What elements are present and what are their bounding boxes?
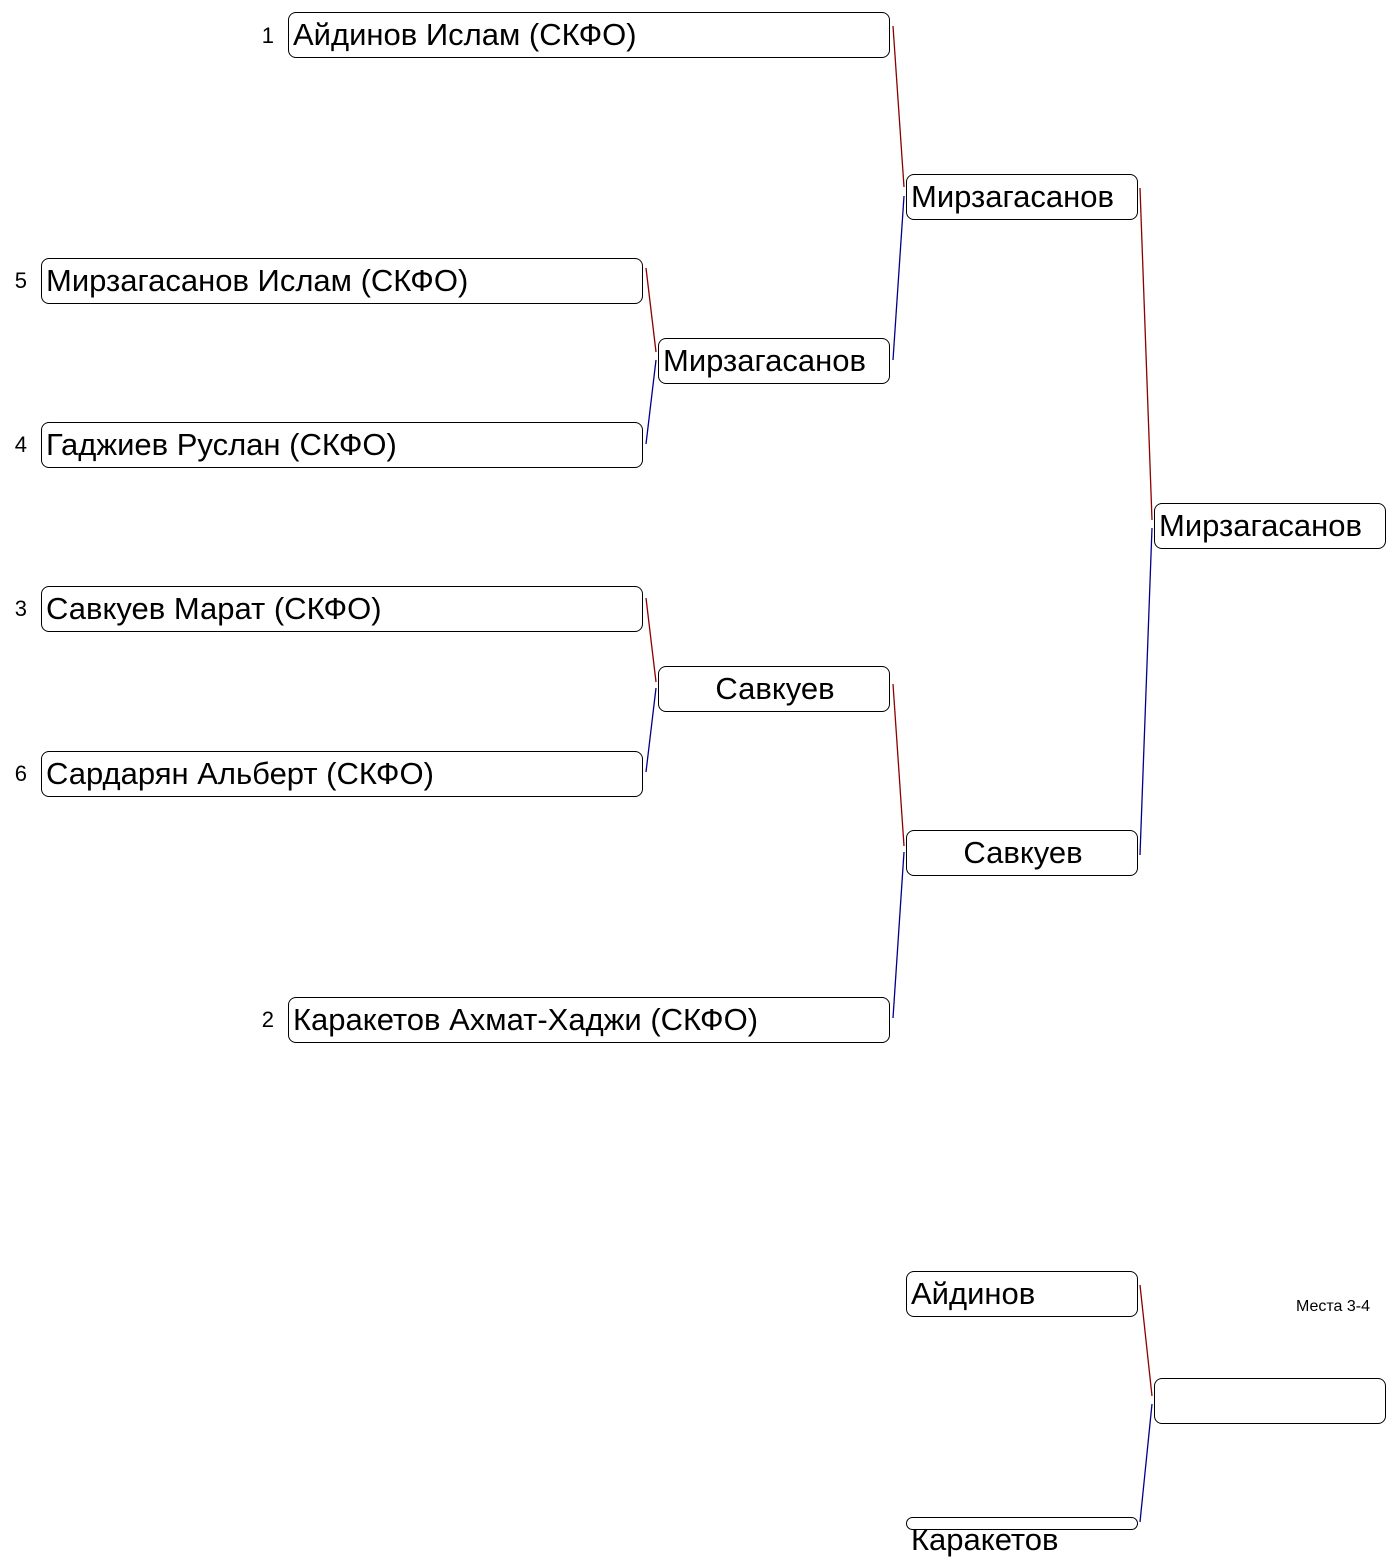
connector-lower — [893, 196, 904, 360]
semi-winner-box[interactable]: Савкуев — [906, 830, 1138, 876]
connector-lower — [1140, 1404, 1152, 1522]
participant-box[interactable]: Айдинов Ислам (СКФО) — [288, 12, 890, 58]
seed-number: 4 — [14, 432, 27, 457]
connector-upper — [1140, 1285, 1152, 1396]
connector-lower — [893, 852, 904, 1018]
quarter-winner-box[interactable]: Мирзагасанов — [658, 338, 890, 384]
semi-winner-box[interactable]: Мирзагасанов — [906, 174, 1138, 220]
connector-upper — [646, 268, 656, 352]
connector-lower — [646, 360, 656, 444]
connector-upper — [893, 684, 904, 846]
connector-lower — [646, 688, 656, 772]
participant-box[interactable]: Савкуев Марат (СКФО) — [41, 586, 643, 632]
third-place-top-box[interactable]: Айдинов — [906, 1271, 1138, 1317]
connector-upper — [1140, 188, 1152, 520]
connector-upper — [893, 26, 904, 187]
participant-box[interactable]: Сардарян Альберт (СКФО) — [41, 751, 643, 797]
participant-box[interactable]: Гаджиев Руслан (СКФО) — [41, 422, 643, 468]
seed-number: 1 — [261, 23, 274, 48]
third-place-label: Места 3-4 — [1296, 1298, 1371, 1315]
connector-lower — [1140, 528, 1152, 855]
quarter-winner-box[interactable]: Савкуев — [658, 666, 890, 712]
seed-number: 3 — [14, 596, 27, 621]
participant-box[interactable]: Каракетов Ахмат-Хаджи (СКФО) — [288, 997, 890, 1043]
connector-upper — [646, 598, 656, 682]
participant-box[interactable]: Мирзагасанов Ислам (СКФО) — [41, 258, 643, 304]
final-winner-box[interactable]: Мирзагасанов — [1154, 503, 1386, 549]
third-place-result-box[interactable] — [1154, 1378, 1386, 1424]
seed-number: 2 — [261, 1007, 274, 1032]
seed-number: 5 — [14, 268, 27, 293]
seed-number: 6 — [14, 761, 27, 786]
third-place-bottom-box[interactable]: Каракетов — [906, 1517, 1138, 1530]
